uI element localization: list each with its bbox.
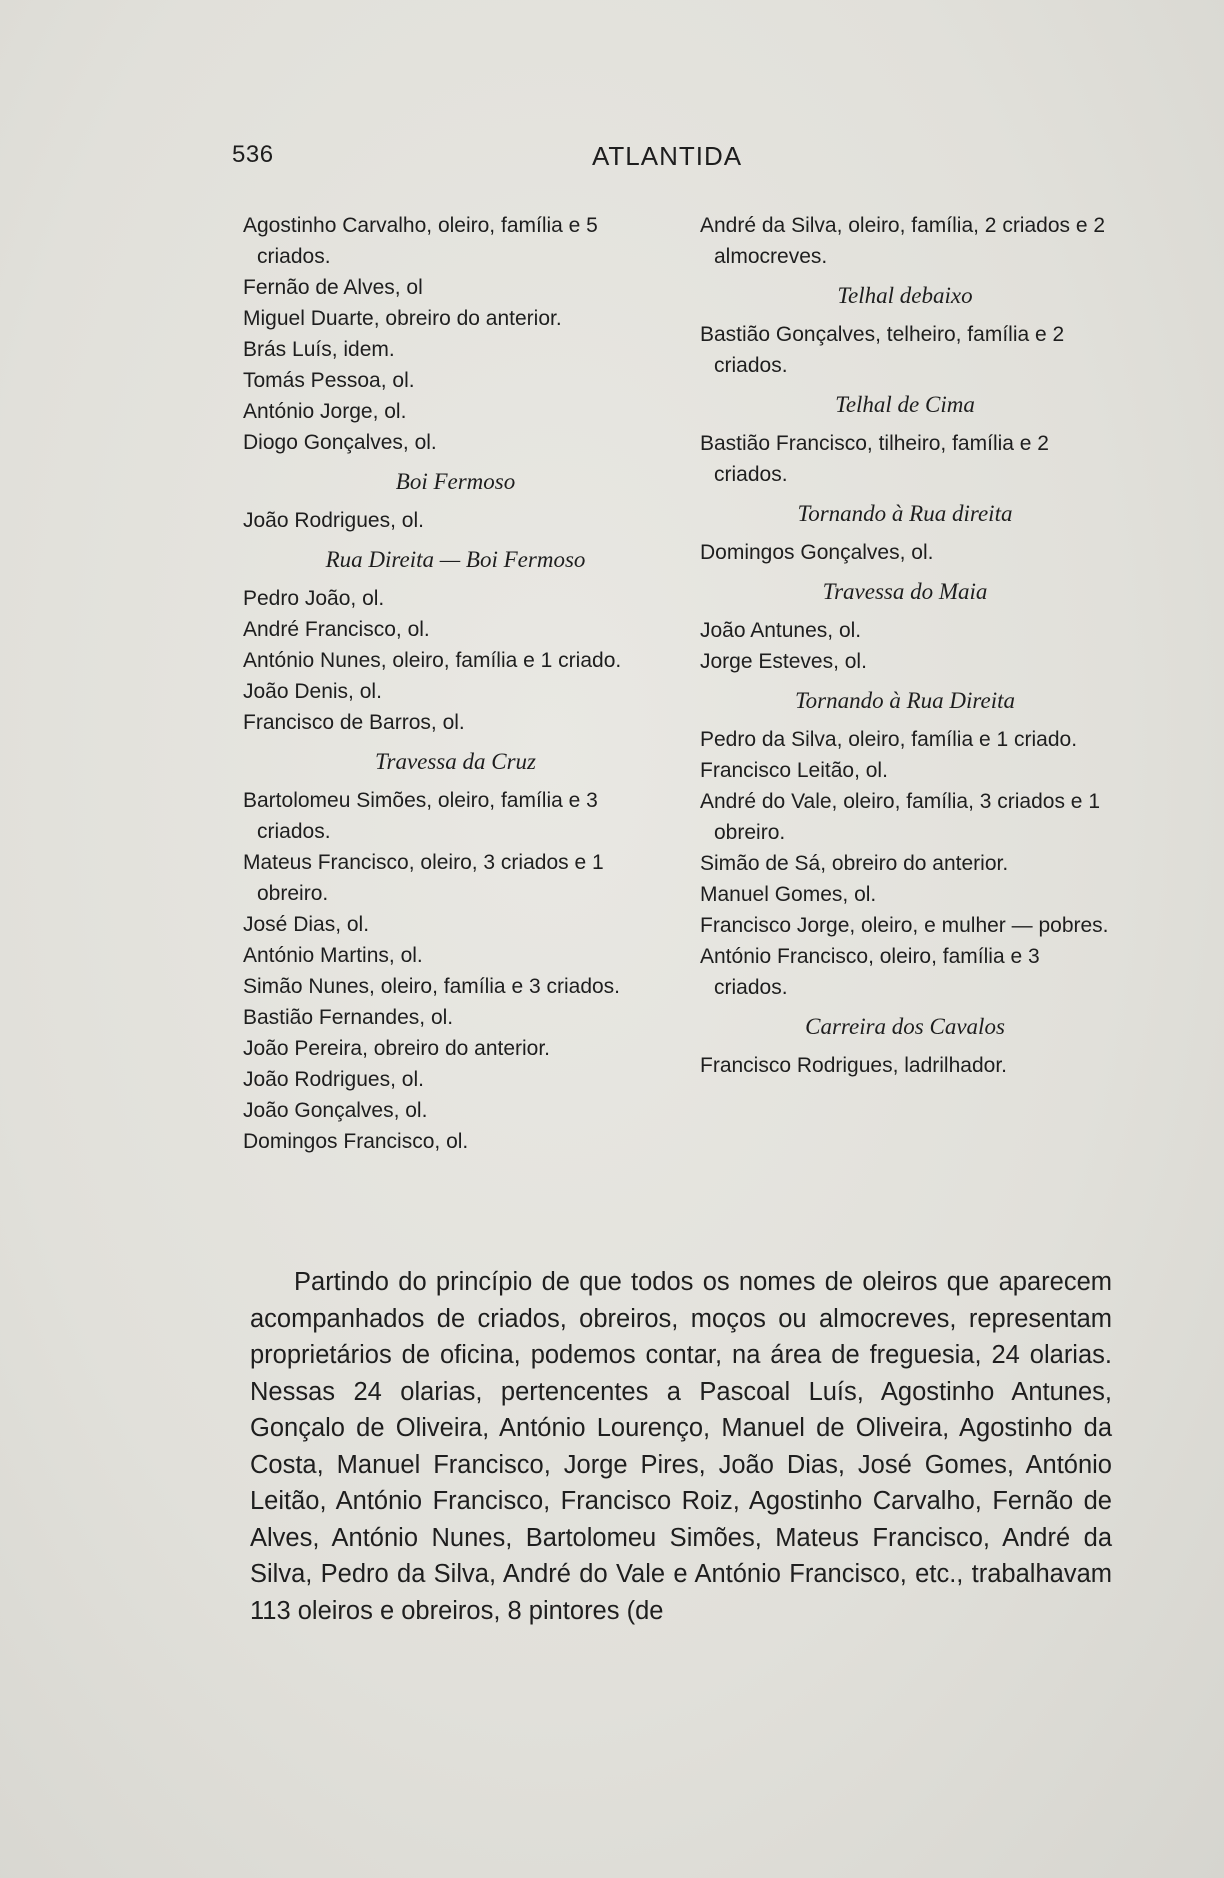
street-heading: Tornando à Rua direita <box>797 501 1013 526</box>
register-entry: Bastião Francisco, tilheiro, família e 2 criados. <box>700 432 1049 486</box>
register-entry: José Dias, ol. <box>243 913 370 936</box>
register-entry: Manuel Gomes, ol. <box>700 883 877 906</box>
register-entry: João Gonçalves, ol. <box>243 1099 428 1122</box>
street-heading: Rua Direita — Boi Fermoso <box>325 547 586 572</box>
register-entry: Agostinho Carvalho, oleiro, família e 5 criados. <box>243 214 598 268</box>
register-entry: Bastião Gonçalves, telheiro, família e 2 criados. <box>700 323 1065 377</box>
register-entry: António Francisco, oleiro, família e 3 criados. <box>700 945 1040 999</box>
running-title: ATLANTIDA <box>592 141 743 171</box>
register-entry: Jorge Esteves, ol. <box>700 650 867 673</box>
register-entry: António Martins, ol. <box>243 944 423 967</box>
street-heading: Telhal de Cima <box>835 392 975 417</box>
register-entry: Pedro da Silva, oleiro, família e 1 criado. <box>700 728 1078 751</box>
register-entry: João Denis, ol. <box>243 680 382 703</box>
register-entry: João Pereira, obreiro do anterior. <box>243 1037 551 1060</box>
register-entry: Francisco Jorge, oleiro, e mulher — pobres. <box>700 914 1109 937</box>
register-entry: António Jorge, ol. <box>243 400 407 423</box>
register-entry: Simão de Sá, obreiro do anterior. <box>700 852 1009 875</box>
page-header <box>232 141 752 181</box>
right-column <box>700 210 1110 1081</box>
paragraph-text: Partindo do princípio de que todos os nomes de oleiros que aparecem acompanhados de criados, obreiros, moços ou almocreves, representam proprietários de oficina, podemos contar, na área de freguesia, 24 olarias. Nessas 24 olarias, pertencentes a Pascoal Luís, Agostinho Antunes, Gonçalo de Oliveira, António Lourenço, Manuel de Oliveira, Agostinho da Costa, Manuel Francisco, Jorge Pires, João Dias, José Gomes, António Leitão, António Francisco, Francisco Roiz, Agostinho Carvalho, Fernão de Alves, António Nunes, Bartolomeu Simões, Mateus Francisco, André da Silva, Pedro da Silva, André do Vale e António Francisco, etc., trabalhavam 113 oleiros e obreiros, 8 pintores (de <box>250 1268 1112 1625</box>
register-entry: Francisco Rodrigues, ladrilhador. <box>700 1054 1007 1077</box>
register-entry: Diogo Gonçalves, ol. <box>243 431 437 454</box>
street-heading: Tornando à Rua Direita <box>794 688 1016 713</box>
register-entry: André Francisco, ol. <box>243 618 430 641</box>
register-entry: Fernão de Alves, ol <box>243 276 423 299</box>
register-entry: João Rodrigues, ol. <box>243 509 424 532</box>
street-heading: Carreira dos Cavalos <box>805 1014 1005 1039</box>
register-entry: Tomás Pessoa, ol. <box>243 369 415 392</box>
register-entry: Francisco de Barros, ol. <box>243 711 465 734</box>
street-heading: Boi Fermoso <box>395 469 516 494</box>
register-entry: António Nunes, oleiro, família e 1 criado. <box>243 649 622 672</box>
register-entry: Bartolomeu Simões, oleiro, família e 3 criados. <box>243 789 598 843</box>
street-heading: Telhal debaixo <box>837 283 973 308</box>
register-entry: André da Silva, oleiro, família, 2 criados e 2 almocreves. <box>700 214 1106 268</box>
register-entry: André do Vale, oleiro, família, 3 criados e 1 obreiro. <box>700 790 1100 844</box>
street-heading: Travessa da Cruz <box>374 749 537 774</box>
register-entry: Pedro João, ol. <box>243 587 385 610</box>
register-entry: Mateus Francisco, oleiro, 3 criados e 1 obreiro. <box>243 851 604 905</box>
body-paragraph <box>250 1264 1112 1629</box>
register-entry: Francisco Leitão, ol. <box>700 759 888 782</box>
register-entry: Domingos Francisco, ol. <box>243 1130 469 1153</box>
register-entry: Bastião Fernandes, ol. <box>243 1006 454 1029</box>
left-column <box>243 210 668 1157</box>
register-entry: Miguel Duarte, obreiro do anterior. <box>243 307 562 330</box>
register-entry: Domingos Gonçalves, ol. <box>700 541 934 564</box>
register-entry: Simão Nunes, oleiro, família e 3 criados. <box>243 975 621 998</box>
register-entry: João Antunes, ol. <box>700 619 862 642</box>
street-heading: Travessa do Maia <box>822 579 988 604</box>
page-number: 536 <box>232 141 274 168</box>
register-entry: João Rodrigues, ol. <box>243 1068 424 1091</box>
register-entry: Brás Luís, idem. <box>243 338 395 361</box>
